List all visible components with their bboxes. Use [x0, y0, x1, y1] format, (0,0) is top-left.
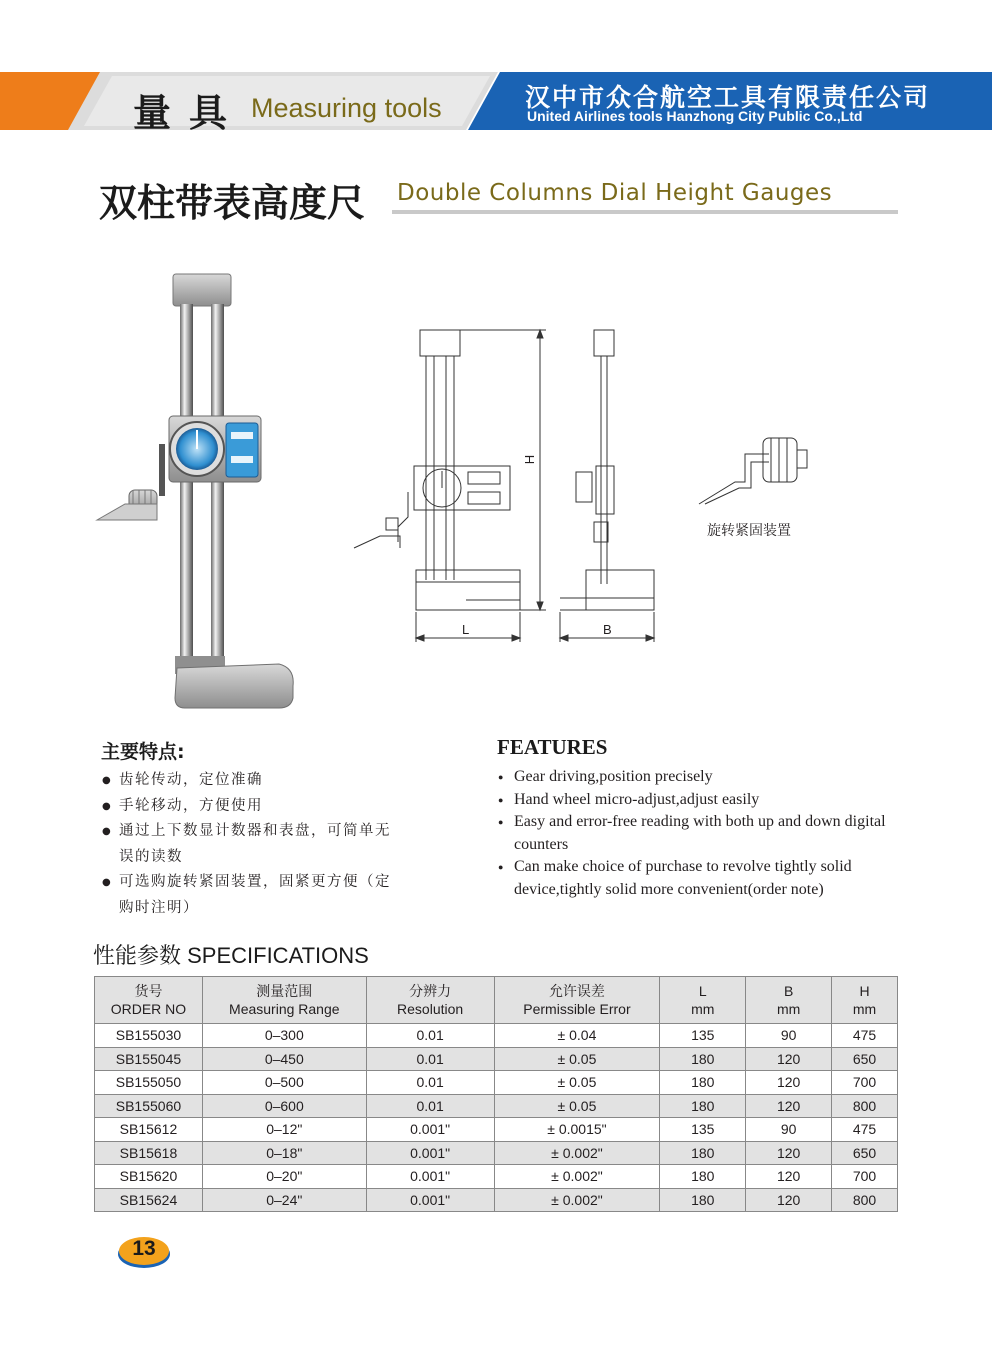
product-photo [95, 268, 310, 713]
table-cell: ± 0.002" [494, 1141, 660, 1165]
table-cell: 0–500 [202, 1071, 366, 1095]
table-cell: ± 0.05 [494, 1094, 660, 1118]
table-row [95, 1165, 898, 1189]
table-cell: SB155050 [95, 1071, 203, 1095]
table-cell: ± 0.05 [494, 1071, 660, 1095]
table-cell: 120 [746, 1047, 832, 1071]
table-cell: 475 [832, 1024, 898, 1048]
table-cell: 0.001" [366, 1141, 494, 1165]
table-row [95, 1141, 898, 1165]
company-name-cn: 汉中市众合航空工具有限责任公司 [525, 83, 931, 112]
table-row [95, 1024, 898, 1048]
table-cell: 0–24" [202, 1188, 366, 1212]
table-cell: 0.01 [366, 1024, 494, 1048]
table-cell: SB155030 [95, 1024, 203, 1048]
table-cell: 0.001" [366, 1165, 494, 1189]
feature-cn-item: ● 可选购旋转紧固装置，固紧更方便（定购时注明） [101, 870, 394, 921]
table-cell: 0.001" [366, 1118, 494, 1142]
lock-device-drawing [697, 432, 815, 508]
table-cell: 800 [832, 1094, 898, 1118]
table-cell: 0–18" [202, 1141, 366, 1165]
table-row [95, 1188, 898, 1212]
column-header: 分辨力 Resolution [366, 977, 494, 1024]
table-cell: ± 0.04 [494, 1024, 660, 1048]
table-row [95, 1047, 898, 1071]
features-list-en [497, 766, 912, 901]
table-cell: 0–600 [202, 1094, 366, 1118]
table-cell: 120 [746, 1141, 832, 1165]
specifications-table [94, 976, 898, 1212]
dimension-label-h: H [522, 454, 538, 465]
table-cell: 0.01 [366, 1071, 494, 1095]
feature-cn-item: ● 通过上下数显计数器和表盘，可简单无误的读数 [101, 819, 394, 870]
table-cell: 135 [660, 1118, 746, 1142]
table-cell: 180 [660, 1071, 746, 1095]
table-cell: 650 [832, 1047, 898, 1071]
product-title-en: Double Columns Dial Height Gauges [397, 180, 833, 206]
table-cell: 120 [746, 1165, 832, 1189]
specifications-heading: 性能参数 SPECIFICATIONS [93, 943, 369, 968]
table-cell: 700 [832, 1071, 898, 1095]
table-cell: 475 [832, 1118, 898, 1142]
table-cell: 0.01 [366, 1047, 494, 1071]
table-cell: 700 [832, 1165, 898, 1189]
company-name-en: United Airlines tools Hanzhong City Public Co.,Ltd [527, 108, 863, 124]
features-heading-cn: 主要特点: [101, 741, 185, 763]
dimension-label-l: L [462, 622, 470, 637]
table-row [95, 1118, 898, 1142]
table-cell: 180 [660, 1047, 746, 1071]
table-cell: ± 0.002" [494, 1165, 660, 1189]
feature-en-item: ● Easy and error-free reading with both up and down digital counters [497, 811, 912, 856]
table-cell: 180 [660, 1141, 746, 1165]
table-cell: SB155060 [95, 1094, 203, 1118]
table-cell: 180 [660, 1188, 746, 1212]
features-list-cn [101, 768, 401, 921]
table-cell: SB15624 [95, 1188, 203, 1212]
table-cell: SB15612 [95, 1118, 203, 1142]
table-cell: 0.01 [366, 1094, 494, 1118]
technical-drawing [350, 322, 670, 648]
table-header-row [95, 977, 898, 1024]
column-header: B mm [746, 977, 832, 1024]
feature-en-item: ● Can make choice of purchase to revolve tightly solid device,tightly solid more convenient(order note) [497, 856, 889, 901]
lock-device-label: 旋转紧固装置 [707, 523, 791, 539]
column-header: 货号 ORDER NO [95, 977, 203, 1024]
table-cell: SB15620 [95, 1165, 203, 1189]
column-header: 允许误差 Permissible Error [494, 977, 660, 1024]
section-title-cn: 量具 [133, 90, 246, 135]
column-header: 测量范围 Measuring Range [202, 977, 366, 1024]
table-cell: SB155045 [95, 1047, 203, 1071]
table-cell: 135 [660, 1024, 746, 1048]
table-cell: 0–12" [202, 1118, 366, 1142]
feature-cn-item: ● 手轮移动，方便使用 [101, 794, 401, 820]
feature-en-item: ● Hand wheel micro-adjust,adjust easily [497, 789, 912, 812]
features-heading-en: FEATURES [497, 735, 608, 759]
column-header: L mm [660, 977, 746, 1024]
product-title-cn: 双柱带表高度尺 [99, 181, 366, 225]
page-number: 13 [132, 1237, 156, 1260]
table-cell: 90 [746, 1024, 832, 1048]
table-cell: 0–300 [202, 1024, 366, 1048]
table-cell: ± 0.05 [494, 1047, 660, 1071]
table-cell: 180 [660, 1094, 746, 1118]
table-cell: SB15618 [95, 1141, 203, 1165]
table-cell: 0–450 [202, 1047, 366, 1071]
table-cell: 0.001" [366, 1188, 494, 1212]
table-cell: 800 [832, 1188, 898, 1212]
table-cell: ± 0.0015" [494, 1118, 660, 1142]
table-row [95, 1071, 898, 1095]
table-cell: 650 [832, 1141, 898, 1165]
table-row [95, 1094, 898, 1118]
feature-cn-item: ● 齿轮传动，定位准确 [101, 768, 401, 794]
table-cell: 120 [746, 1188, 832, 1212]
table-cell: 90 [746, 1118, 832, 1142]
table-cell: 0–20" [202, 1165, 366, 1189]
table-cell: 120 [746, 1094, 832, 1118]
section-title-en: Measuring tools [251, 93, 442, 123]
table-cell: 120 [746, 1071, 832, 1095]
column-header: H mm [832, 977, 898, 1024]
table-cell: ± 0.002" [494, 1188, 660, 1212]
title-underline [392, 210, 898, 214]
table-cell: 180 [660, 1165, 746, 1189]
dimension-label-b: B [603, 622, 612, 637]
feature-en-item: ● Gear driving,position precisely [497, 766, 912, 789]
